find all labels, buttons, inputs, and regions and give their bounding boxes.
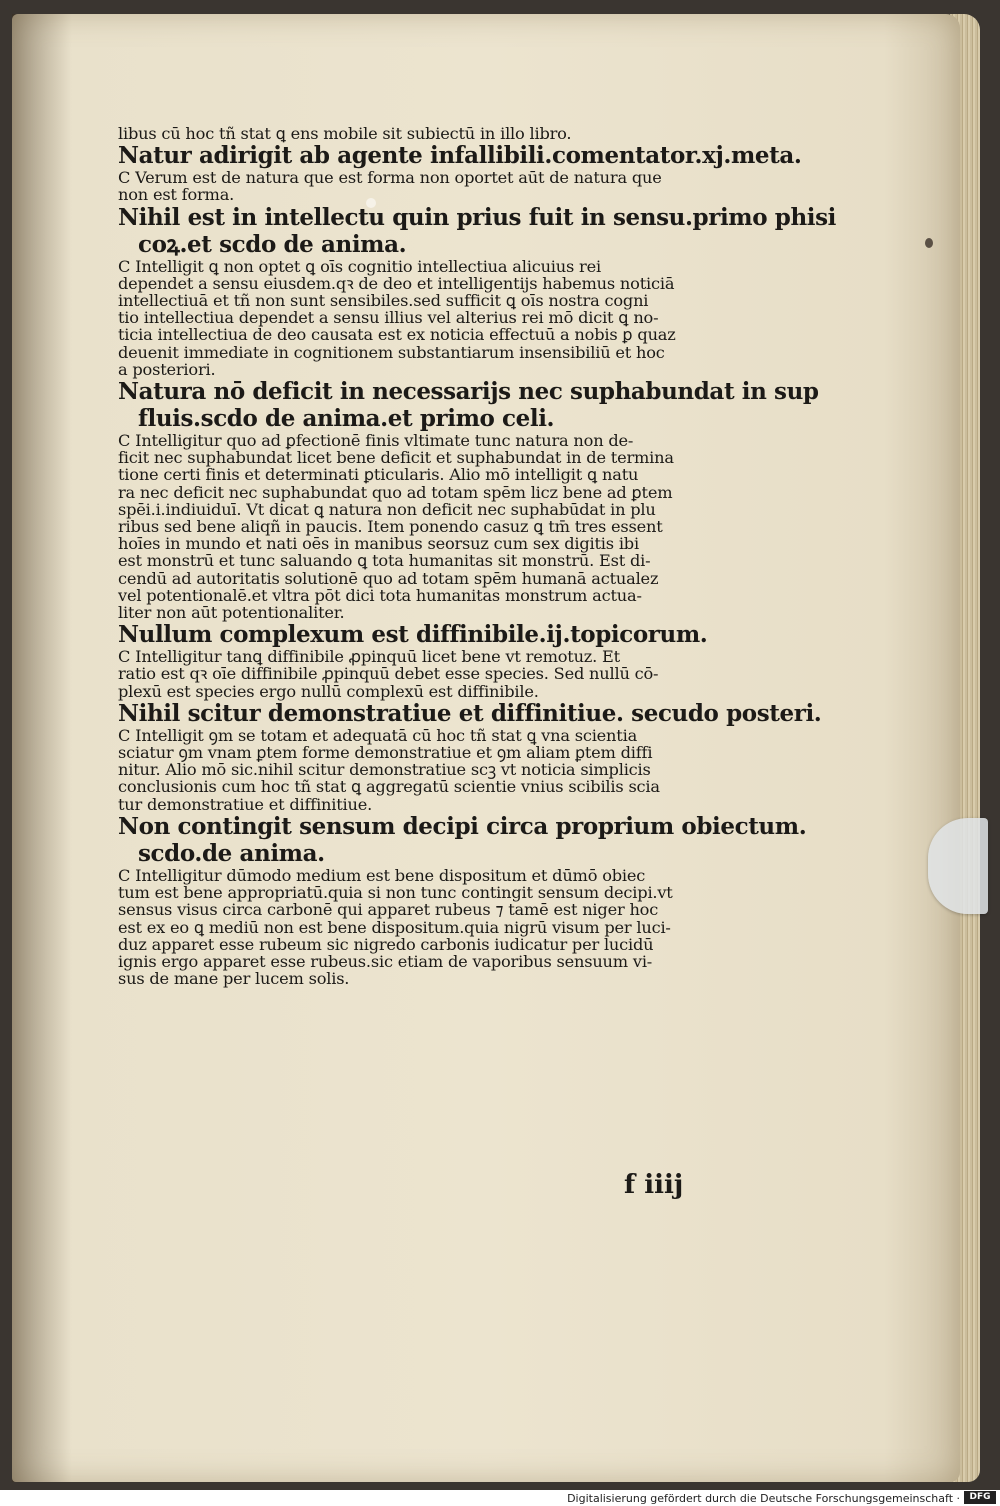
text-line: cendū ad autoritatis solutionē quo ad totam spēm humanā actualez [118,568,659,588]
text-line: C Intelligitur dūmodo medium est bene dispositum et dūmō obiec [118,865,646,885]
text-line: tur demonstratiue et diffinitiue. [118,794,373,814]
heading-line: Non contingit sensum decipi circa proprium obiectum. [118,812,807,840]
heading-line: coꝝ.et scdo de anima. [138,230,407,258]
text-line: vel potentionalē.et vltra pōt dici tota humanitas monstrum actua- [118,585,642,605]
text-line: C Intelligit ꝯm se totam et adequatā cū hoc tñ stat ꝗ vna scientia [118,725,638,745]
text-line: sensus visus circa carbonē qui apparet rubeus ⁊ tamē est niger hoc [118,900,659,920]
text-line: hoīes in mundo et nati oēs in manibus seorsuz cum sex digitis ibi [118,534,639,554]
text-line: C Verum est de natura que est forma non oportet aūt de natura que [118,168,662,188]
text-line: tione certi finis et determinati ꝑticularis. Alio mō intelligit ꝗ natu [118,465,639,485]
text-line: libus cū hoc tñ stat ꝗ ens mobile sit subiectū in illo libro. [118,124,572,143]
heading-line: Nullum complexum est diffinibile.ij.topicorum. [118,621,708,649]
funding-notice: Digitalisierung gefördert durch die Deutsche Forschungsgemeinschaft · [567,1492,960,1505]
text-line: ratio est qꝛ oīe diffinibile ꝓpinquū debet esse species. Sed nullū cō- [118,664,659,684]
text-line: est ex eo ꝗ mediū non est bene dispositum.quia nigrū visum per luci- [118,917,671,937]
signature-mark: f iiij [624,1170,684,1200]
heading-line: fluis.scdo de anima.et primo celi. [138,405,555,433]
page-text-block [118,124,836,989]
text-line: non est forma. [118,185,235,205]
heading-line: Natur adirigit ab agente infallibili.comentator.xj.meta. [118,142,802,170]
text-line: intellectiuā et tñ non sunt sensibiles.sed sufficit ꝗ oīs nostra cogni [118,291,649,311]
text-line: conclusionis cum hoc tñ stat ꝗ aggregatū scientie vnius scibilis scia [118,777,660,797]
text-line: ribus sed bene aliqñ in paucis. Item ponendo casuz ꝗ tm̄ tres essent [118,517,663,537]
text-line: tum est bene appropriatū.quia si non tunc contingit sensum decipi.vt [118,883,673,903]
text-line: spēi.i.indiuiduī. Vt dicat ꝗ natura non deficit nec suphabūdat in plu [118,499,656,519]
heading-line: Nihil scitur demonstratiue et diffinitiue. secudo posteri. [118,699,822,727]
dfg-logo: DFG [964,1491,996,1504]
text-line: a posteriori. [118,359,216,379]
text-line: plexū est species ergo nullū complexū est diffinibile. [118,681,539,701]
text-line: C Intelligitur tanꝗ diffinibile ꝓpinquū licet bene vt remotuz. Et [118,647,620,667]
text-line: est monstrū et tunc saluando ꝗ tota humanitas sit monstrū. Est di- [118,551,651,571]
text-line: nitur. Alio mō sic.nihil scitur demonstratiue scꝫ vt noticia simplicis [118,760,651,780]
text-line: sciatur ꝯm vnam ꝑtem forme demonstratiue et ꝯm aliam ꝑtem diffi [118,743,653,763]
text-line: sus de mane per lucem solis. [118,969,350,989]
heading-line: Natura nō deficit in necessarijs nec suphabundat in sup [118,378,819,406]
text-line: ra nec deficit nec suphabundat quo ad totam spēm licz bene ad ꝑtem [118,482,673,502]
gutter-shadow [12,14,72,1482]
text-line: ticia intellectiua de deo causata est ex noticia effectuū a nobis ꝑ quaz [118,325,676,345]
text-line: duz apparet esse rubeum sic nigredo carbonis iudicatur per lucidū [118,934,654,954]
text-line: dependet a sensu eiusdem.qꝛ de deo et intelligentijs habemus noticiā [118,273,675,293]
page-tab-marker [928,818,988,914]
text-line: liter non aūt potentionaliter. [118,603,345,623]
text-line: ignis ergo apparet esse rubeus.sic etiam de vaporibus sensuum vi- [118,951,653,971]
text-line: ficit nec suphabundat licet bene deficit et suphabundat in de termina [118,448,674,468]
text-line: C Intelligit ꝗ non optet ꝗ oīs cognitio intellectiua alicuius rei [118,256,601,276]
ink-speck [925,238,933,248]
text-line: tio intellectiua dependet a sensu illius vel alterius rei mō dicit ꝗ no- [118,308,659,328]
text-line: C Intelligitur quo ad ꝑfectionē finis vltimate tunc natura non de- [118,431,634,451]
text-line: deuenit immediate in cognitionem substantiarum insensibiliū et hoc [118,342,665,362]
heading-line: scdo.de anima. [138,839,325,867]
heading-line: Nihil est in intellectu quin prius fuit in sensu.primo phisi [118,203,836,231]
